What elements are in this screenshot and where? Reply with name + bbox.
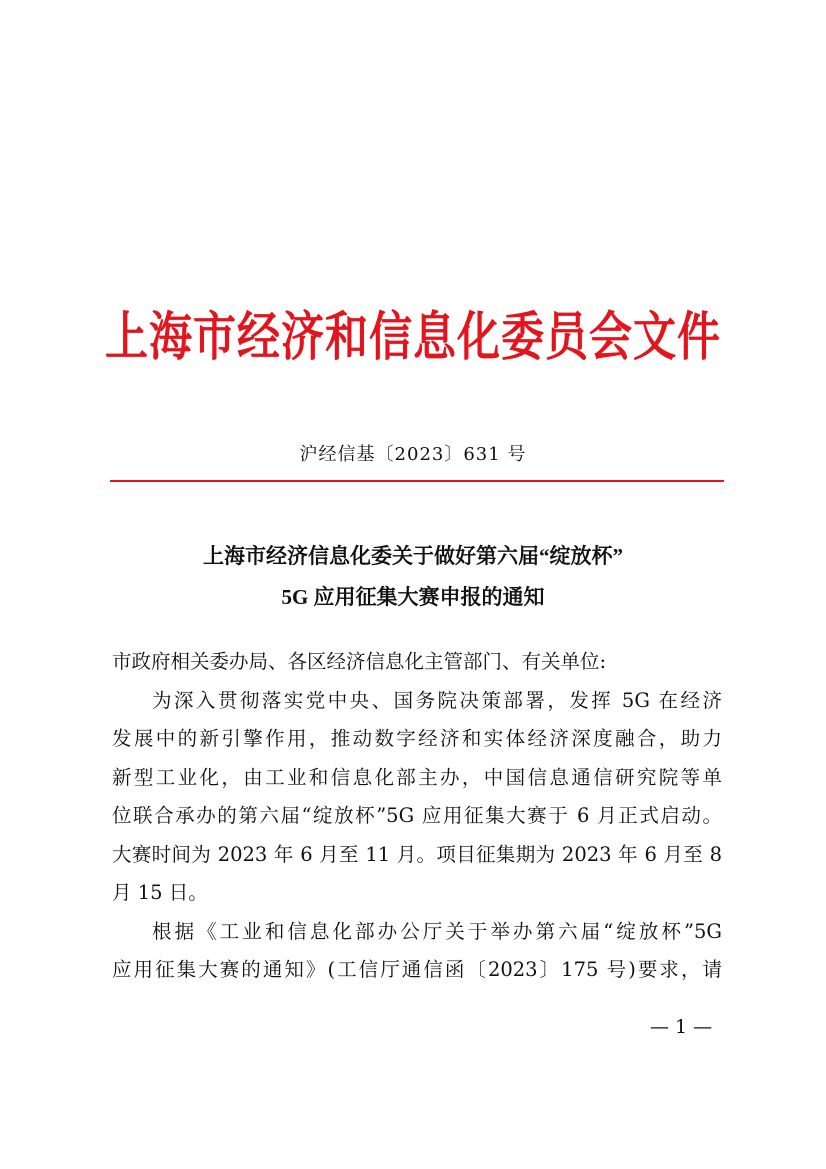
document-body	[112, 650, 722, 997]
document-masthead: 上海市经济和信息化委员会文件	[105, 309, 721, 367]
page-number: — 1 —	[650, 1016, 713, 1038]
paragraph-line: 月 15 日。	[112, 881, 208, 904]
document-title-line-1: 上海市经济信息化委关于做好第六届“绽放杯”	[203, 544, 623, 568]
red-divider-line	[110, 480, 724, 482]
salutation: 市政府相关委办局、各区经济信息化主管部门、有关单位:	[112, 650, 607, 673]
paragraph-line: 位联合承办的第六届“绽放杯”5G 应用征集大赛于 6 月正式启动。	[112, 804, 722, 827]
paragraph-line: 大赛时间为 2023 年 6 月至 11 月。项目征集期为 2023 年 6 月至 8	[112, 842, 722, 866]
paragraph-line: 根据《工业和信息化部办公厅关于举办第六届“绽放杯”5G	[152, 919, 722, 943]
document-title-line-2: 5G 应用征集大赛申报的通知	[281, 585, 545, 609]
paragraph-line: 为深入贯彻落实党中央、国务院决策部署，发挥 5G 在经济	[152, 688, 722, 712]
paragraph-line: 发展中的新引擎作用，推动数字经济和实体经济深度融合，助力	[112, 727, 722, 750]
paragraph-line: 新型工业化，由工业和信息化部主办，中国信息通信研究院等单	[112, 765, 722, 789]
document-number: 沪经信基〔2023〕631 号	[299, 444, 527, 465]
paragraph-line: 应用征集大赛的通知》(工信厅通信函〔2023〕175 号)要求，请	[112, 958, 722, 981]
